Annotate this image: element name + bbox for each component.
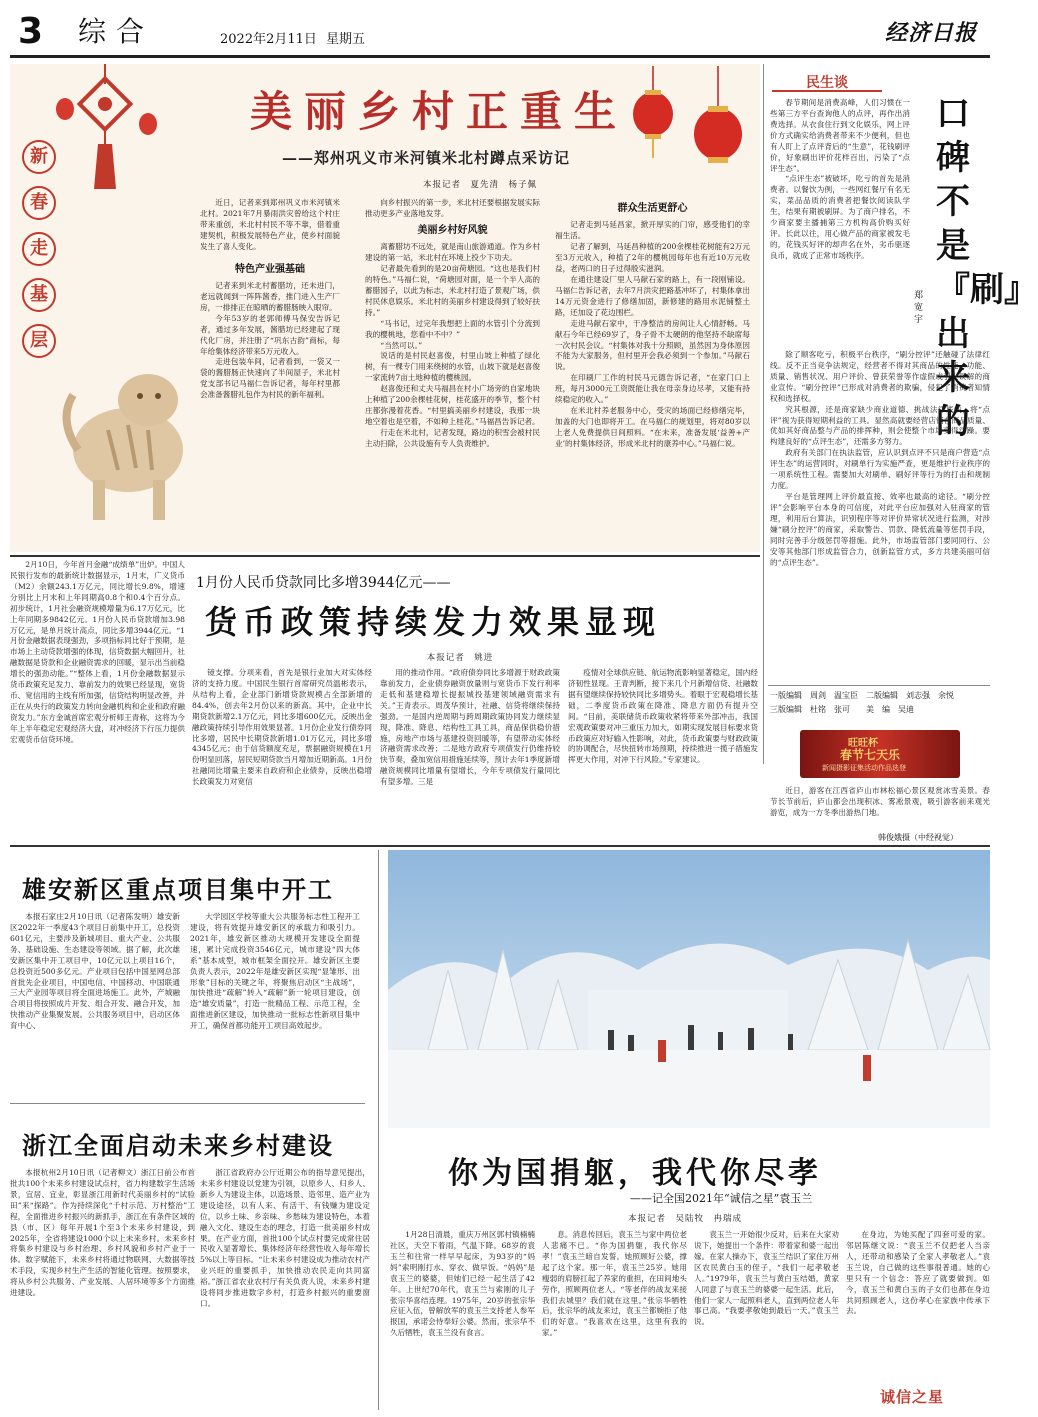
- paragraph: 息。消息传回后，袁玉兰与家中两位老人悲痛不已。“你为国捐躯，我代你尽孝！”袁玉兰暗自发誓。她照顾好公婆，撑起了这个家。那一年，袁玉兰25岁。她用瘦弱的肩膀扛起了养家的重担，在田间地头劳作，照顾两位老人。“等老伴的战友来接我们去城里？我们就在这里。”张宗华牺牲后，张宗华的战友来过，袁玉兰都婉拒了他们的好意。“我喜欢在这里，这里有我的家。”: [542, 1230, 687, 1338]
- subheading: 群众生活更舒心: [617, 203, 688, 214]
- editors-rule: [768, 685, 990, 686]
- paragraph: 在身边，为她买配了四套可爱的家。邻居陈继文说：“袁玉兰不仅把老人当亲人，还带动和感染了全家人孝敬老人。”袁玉兰说，自己做的这些事很普通。她的心里只有一个信念：答应了就要做到。如今，袁玉兰和黄白玉的子女们也都在身边共同照顾老人，这份孝心在家族中传承下去。: [846, 1230, 990, 1316]
- promo-subtitle: 春节七天乐: [840, 748, 901, 762]
- paragraph: 本报石家庄2月10日讯（记者陈发明）雄安新区2022年一季度43个项目日前集中开工，总投资601亿元，主要涉及新城项目、重大产业、公共服务、基础设施、生态建设等领域。据了解，此次雄安新区集中开工项目中，10亿元以上项目16个，总投资近500多亿元。产业项目包括中国星网总部首批先企业项目，中国电信、中国移动、中国联通三大产业园等项目将全面进场施工。此外，产城融合项目将按照成片开发、组合开发、融合开发，加快推动产业集聚发展。公共服务项目中，启动区体育中心、: [10, 912, 180, 1031]
- feature-subtitle: ——郑州巩义市米河镇米北村蹲点采访记: [282, 149, 571, 167]
- paragraph: 究其根源，还是商家缺少商业道德、挑战法律底线，将“点评”视为获得短期利益的工具。显然高就要经营店铺在商品质量、优如其好商品整与产品的排挥种，则会使整个市场变得浮躁。要构建良好的“点评生态”，还需多方努力。: [770, 404, 990, 447]
- promo-banner: [800, 730, 960, 778]
- feature-byline: 本报记者 夏先清 杨子佩: [422, 180, 537, 190]
- paragraph: “当然可以。”: [380, 340, 423, 350]
- xiongan-col1: [10, 912, 180, 1097]
- feature-col3: [365, 198, 540, 543]
- paragraph: 记者来到米北村蓄腊坊，还未进门，老远就闻到一阵阵酱香，推门进入生产厂房，一排排正在晾晒的蓄腊肠映入眼帘。: [200, 281, 340, 312]
- xiongan-col2: [190, 912, 360, 1097]
- paragraph: 袁玉兰一开始很少反对，后来在大家劝说下，她提出一个条件：带着家和婆一起出嫁。在家人操办下，袁玉兰结识了家住万州区农民黄白玉的侄子，“我们一起孝敬老人。”1979年，袁玉兰与黄白玉结婚，黄家人同意了与袁玉兰的婆婆一起生活。此后，他们一家人一起照料老人，直到两位老人年事已高。“我要孝敬她到最后一天。”袁玉兰说。: [694, 1230, 839, 1327]
- feature-title: 美丽乡村正重生: [250, 87, 629, 136]
- banner-char: 新: [22, 140, 56, 174]
- paragraph: 本报杭州2月10日讯（记者柳文）浙江日前公布首批共100个未来乡村建设试点村，省力构建数字生活场景，宜居、宜业，彰显浙江用新时代美丽乡村的“试验田”来“探路”。作为持续深化“千村示范、万村整治”工程，全面推进乡村振兴的新抓手，浙江在有条件区域的县（市、区）每年开展1个至3个未来乡村建设，到2025年，全省将建设1000个以上未来乡村。未来乡村将集乡村建设与乡村治理、乡村风貌和乡村产业于一体。数字赋能下，未来乡村将通过物联网、大数据等技术手段，实现乡村生产生活的智能化管理。按照要求，将从乡村公共服务、产业发展、人居环境等多个方面推进建设。: [10, 1168, 195, 1298]
- section-rule: [10, 845, 990, 847]
- issue-date: 2022年2月11日: [220, 32, 317, 47]
- column-tag: 民生谈: [806, 75, 848, 91]
- paragraph: 说话的是村民赵喜俊，村里山坡上种植了绿化树，有一棵专门用来绕树的水管，山坡下就是赵喜俊一家流转7亩土地种植的樱桃园。: [365, 351, 540, 383]
- paragraph: 近日，游客在江西省庐山市林松福心景区观赏冰雪美景。春节长节前后，庐山都会出现积冰、雾凇景观，吸引游客前来观光游览，成为一方冬季出游热门地。: [770, 786, 990, 817]
- paragraph: “点评生态”被破坏，吃亏的首先是消费者。以餐饮为例，一些网红餐厅有名无实，菜品品质的消费者把餐饮阅读队学生，结果有期被刷屏。为了商户排名，不少商家要主播捕第三方机构高价购买好评。长此以往，用心做产品的商家被发毛的，花钱买好评的却声名在外，劣币驱逐良币，就成了正常市场秩序。: [770, 174, 910, 260]
- editors-line-1: 一版编辑 周剑 温宝臣 二版编辑 刘志强 余悦: [770, 691, 954, 700]
- photo-caption: [770, 786, 990, 830]
- paragraph: 在通往建设厂里人马献石家的路上，有一段刚铺设。马福仁告诉记者，去年7月洪灾把路基冲坏了，村集体拿出14万元资金进行了修缮加固，新修建的路用水泥铺整土路，还加设了花边围栏。: [555, 275, 750, 317]
- promo-tag: 新闻摄影征集活动作品选登: [822, 764, 906, 772]
- paragraph: 疫情对全球供应链、航运物流影响显著稳定，国内经济韧性显现。王青判断，接下来几个月新增信贷、社融数据有望继续保持较快同比多增势头。着眼于宏观稳增长基础，二季度货币政策在降准、降息方面仍有提升空间。“目前，美联储货币政策收紧将带来外部冲击，我国宏观政策要对冲三重压力加大，如期实现发展目标要求货币政策应对好输入性影响，对此，货币政策要与财政政策的协调配合，尽快扭转市场预期，持续推进一揽子措施发挥更大作用，对冲下行风险。”专家建议。: [568, 668, 758, 765]
- profile-title: 你为国捐躯，我代你尽孝: [448, 1156, 822, 1191]
- monetary-byline: 本报记者 姚进: [426, 653, 494, 663]
- profile-col3: [694, 1230, 839, 1410]
- monetary-kicker: 1月份人民币贷款同比多增3944亿元——: [196, 575, 451, 591]
- page-number: 3: [18, 11, 44, 52]
- xiongan-title: 雄安新区重点项目集中开工: [22, 875, 334, 904]
- paragraph: 今年53岁的老郭师傅马保安告诉记者，通过多年发展，酱腊坊已经建起了现代化厂房，并注册了“巩东古韵”商标，每年给集体经济带来5万元收入。: [200, 313, 340, 356]
- column-divider: [378, 850, 379, 1410]
- profile-subtitle: ——记全国2021年“诚信之星”袁玉兰: [630, 1192, 813, 1205]
- paragraph: 在米北村养老服务中心，受灾的场面已经修缮完毕，加盖的大门也即将开工。在马福仁的规划里，将对80岁以上老人免费提供日间照料。“在未来，准备发展‘益善+产业’的村集体经济，形成米北村的康养中心。”马福仁说。: [555, 406, 750, 448]
- profile-col4: [846, 1230, 990, 1380]
- paragraph: 走进马献石家中，干净整洁的房间让人心情舒畅。马献石今年已经69岁了，身子骨不太硬朗的他坚持不缺席每一次村民会议。“村集体对我十分照顾，虽然因为身体原因不能为大家服务，但村里开会我必须到一个参加。”马献石说。: [555, 318, 750, 372]
- feature-col1: [200, 198, 340, 543]
- promo-title: 旺旺杯: [848, 738, 878, 749]
- tiger-illustration: [48, 300, 198, 535]
- section-name: 综合: [78, 15, 155, 48]
- paragraph: 行走在米北村，记者发现，路边的积雪会被村民主动扫除，公共设施有专人负责维护。: [365, 427, 540, 448]
- column-divider: [763, 64, 764, 764]
- profile-byline: 本报记者 吴陆牧 冉瑞成: [627, 1214, 742, 1224]
- paragraph: 镜支撑。分项来看，首先是银行业加大对实体经济的支持力度。中国民生银行首席研究员温彬表示，从结构上看，企业部门新增贷款规模占全部新增的84.4%，创去年2月份以来的新高。其中，企业中长期贷款新增2.1万亿元，同比多增600亿元，反映出金融政策持续引导作用效果显著。1月份企业发行债券同比多增，居民中长期贷款新增1.01万亿元，同比多增4345亿元；由于信贷额度充足，票据融资规模在1月份明显回落，居民短期贷款当月增加近期新高。1月份社融同比增量主要来自政府和企业债券，反映出稳增长政策发力对宽信: [192, 668, 372, 787]
- paragraph: 浙江省政府办公厅近期公布的指导意见提出，未来乡村建设以党建为引领，以原乡人、归乡人、新乡人为建设主体，以造场景、造邻里、造产业为建设途径，以有人来、有活干、有钱赚为建设定位，以乡土味、乡亲味、乡愁味为建设特色，本着融入文化、建设生态的理念，打造一批美丽乡村成果。在产业方面，首批100个试点村要完成常住居民收入显著增长、集体经济年经营性收入每年增长5%以上等目标。“让未来乡村建设成为推动农村产业兴旺的重要抓手，加快推动农民走向共同富裕。”浙江省农业农村厅有关负责人说，未来乡村建设将同步推进数字乡村，打造乡村振兴的重要窗口。: [200, 1168, 370, 1309]
- banner-char: 基: [22, 278, 56, 312]
- snow-scene-photo: [388, 850, 990, 1128]
- section-rule: [10, 1103, 365, 1104]
- paragraph: 近日，记者来到郑州巩义市米河镇米北村。2021年7月暴雨洪灾曾给这个村庄带来重创，米北村村民不等不靠，借着重建契机，积极发展特色产业，使乡村面貌发生了喜人变化。: [200, 198, 340, 251]
- monetary-title: 货币政策持续发力效果显现: [205, 603, 662, 641]
- header-rule: [10, 55, 990, 58]
- editors-line-2: 三版编辑 杜铭 张可 美 编 吴迪: [770, 705, 914, 714]
- paragraph: 赵喜俊还和丈夫马福昌在村小广场旁的自家地块上种植了200余棵桂花树，桂花盛开的季节，整个村庄都弥漫着花香。“村里搞美丽乡村建设，我那一块地空着也是空着，不如种上桂花。”马福昌告诉记者。: [365, 384, 540, 426]
- zhejiang-col2: [200, 1168, 370, 1408]
- paragraph: 向乡村振兴的第一步，米北村还要根据发展实际推动更多产业落地发芽。: [365, 198, 540, 218]
- paragraph: 大学园区学校等重大公共服务标志性工程开工建设，将有效提升雄安新区的承载力和吸引力。2021年，雄安新区推动大规模开发建设全面提速，累计完成投资3546亿元，城市建设“四大体系”基本成型，城市框架全面拉开。雄安新区主要负责人表示，2022年是雄安新区实现“显雏形、出形象”目标的关键之年，将聚焦启动区“主战场”，加快推进“疏解”转入“疏解”新一轮项目建设，创造“雄安质量”，打造一批精品工程、示范工程，全面推进新区建设，加快推动一批标志性新项目集中开工，确保首都功能开工项目高效起步。: [190, 912, 360, 1031]
- monetary-col3: [380, 668, 560, 840]
- commentary-author: 郑宽宇: [914, 291, 924, 325]
- commentary-title: 口碑不是『刷』出来的: [936, 94, 1038, 442]
- feature-col4: [555, 198, 750, 543]
- section-rule: [10, 555, 760, 557]
- paragraph: 走进包装车间，记者看到，一袋又一袋的酱腊肠正快速向了半间屋子，米北村党支部书记马福仁告诉记者，每年村里都会准备酱腊礼包作为村民的新年福利。: [200, 357, 340, 400]
- paragraph: 离蓄腊坊不远处，就是南山旅游通道。作为乡村建设的第一站，米北村在环境上投少下功夫。: [365, 242, 540, 263]
- commentary-text-2: [770, 350, 990, 690]
- paragraph: 2月10日，今年首月金融“成绩单”出炉。中国人民银行发布的最新统计数据显示，1月末，广义货币（M2）余额243.1万亿元，同比增长9.8%，增速分别比上月末和上年同期高0.8个和0.4个百分点。初步统计，1月社会融资规模增量为6.17万亿元，比上年同期多9842亿元。1月份人民币贷款增加3.98万亿元，是单月统计高点，同比多增3944亿元。“1月份金融数据表现强劲，多项指标同比好于预期，是市场上主动贷款增强的体现，信贷数据大幅回升，社融数据是贷款和企业融资需求的回暖，显示出当前稳增长的强劲动能。”“整体上看，1月份金融数据显示货币政策充足发力、靠前发力的效果已经显现，宽货币、宽信用的主线有所加强，信贷结构明显改善，并正在从央行的政策发力转向金融机构和企业和政府融资发力。”东方金诚首席宏观分析师王青称，这将为今年上半年稳定宏观经济大盘，对冲经济下行压力提供宏观货币信贷环境。: [10, 560, 185, 744]
- paragraph: 记者了解到，马延昌种植的200余棵桂花树能有2万元至3万元收入，种植了2年的樱桃园每年也有近10万元收益，老两口的日子过得殷实滋润。: [555, 242, 750, 274]
- profile-col2: [542, 1230, 687, 1410]
- issue-weekday: 星期五: [326, 32, 366, 47]
- paragraph: 1月28日清晨，重庆万州区郭村镇楠楠社区，天空下着雨，气温下降。68岁的袁玉兰和往常一样早早起床，为93岁的“妈妈”索明刚打水、穿衣、做早饭。“妈妈”是袁玉兰的婆婆，但她们已经一起生活了42年。上世纪70年代，袁玉兰与索刚的儿子张宗华喜结连理。1975年，20岁的张宗华应征入伍，曾解放军的袁玉兰支持老人参军报国，承诺会侍奉好公婆。然而，张宗华不久后牺牲，袁玉兰没有食言。: [390, 1230, 535, 1338]
- paragraph: 用的推动作用。“政府债券同比多增源于财政政策靠前发力，企业债券融资放量则与宽货币下发行利率走低和基建稳增长提振城投基建领域融资需求有关。”王青表示。周茂华预计，社融、信贷将继续保持强劲。一是国内逆周期与跨周期政策协同发力继续显现，降准、降息、结构性工具工具，商品保供稳价措施，房地产市场与基建投资回暖等，有望带动实体经济融资需求改善；二是地方政府专项债发行仍维持较快节奏，叠加宽信用措施延续等，预计去年1季度新增融资规模同比增量有望增长，今年专项债发行量同比有望多增。三是: [380, 668, 560, 787]
- integrity-star-tag: 诚信之星: [880, 1388, 945, 1406]
- monetary-col4: [568, 668, 758, 840]
- photo-credit: 韩俊娥摄（中经视觉）: [878, 833, 958, 842]
- paragraph: “马书记，过完年我想把上面的水管引个分流到我的樱桃地，您看中不中？”: [365, 318, 540, 339]
- zhejiang-col1: [10, 1168, 195, 1408]
- banner-char: 层: [22, 324, 56, 358]
- zhejiang-title: 浙江全面启动未来乡村建设: [22, 1131, 334, 1160]
- subheading: 美丽乡村好风貌: [417, 224, 488, 236]
- commentary-text: [770, 98, 910, 346]
- profile-col1: [390, 1230, 535, 1410]
- chinese-knot-decoration: [50, 64, 160, 199]
- column-tag-box: [772, 72, 882, 92]
- paragraph: 春节期间是消费高峰，人们习惯在一些第三方平台查询他人的点评，再作出消费选择。从衣食住行到文化娱乐，网上评价方式确实给消费者带来不少便利，但也有人盯上了点评背后的“生意”，花钱刷评价，好象刷出评价花样百出，污染了“点评生态”。: [770, 98, 910, 173]
- paragraph: 政府有关部门在执法监管，应认识到点评不只是商户营造“点评生态”的运营同时，对刷单行为实施严查，更是维护行业秩序的一项系统性工程。需要加大对刷单、刷好评等行为的打击和规制力度。: [770, 448, 990, 491]
- paragraph: 平台是管理网上评价最直接、效率也最高的途径。“刷分控评”会影响平台本身的可信度，对此平台应加强对入驻商家的管理，利用后台算法，识别程序等对评价异常状况进行监测，对涉嫌“刷分控评”的商家，采取警告、罚款、降低流量等惩罚手段，同时完善手分级惩罚等措施。此外，市场监管部门要同同行、公安等其他部门形成监管合力，创新监管方式，多方共建美丽可信的“点评生态”。: [770, 491, 990, 567]
- paragraph: 除了顺客吃亏，积极平台秩序，“刷分控评”还触碰了法律红线。反不正当竞争法规定，经营者不得对其商品的性能、功能、质量、销售状况、用户评价、曾获荣誉等作虚假或引人误解的商业宣传。“刷分控评”已形成对消费者的欺骗，侵犯了消费者知情权和选择权。: [770, 350, 990, 403]
- monetary-col1: [10, 560, 185, 840]
- page-header: [0, 0, 1000, 60]
- monetary-col2: [192, 668, 372, 840]
- paragraph: 在印刷厂工作的村民马元德告诉记者，“在家门口上班，每月3000元工资既能让我在母亲身边尽孝，又能有持续稳定的收入。”: [555, 373, 750, 405]
- lantern-decoration: [618, 66, 753, 181]
- banner-char: 春: [22, 186, 56, 220]
- subheading: 特色产业强基础: [235, 263, 305, 275]
- paragraph: 记者最先看到的是20亩荷塘园。“这也是我们村的特色。”马福仁说，“荷塘园对面，是一个半人高的蓄腊园子，以此为标志，米北村打造了景观广场，供村民休息娱乐。米北村的美丽乡村建设得到了较好扶持。”: [365, 264, 540, 317]
- paragraph: 记者走到马延昌家，掀开厚实的门帘，感受他们的幸福生活。: [555, 220, 750, 241]
- masthead: 经济日报: [885, 20, 978, 46]
- banner-char: 走: [22, 232, 56, 266]
